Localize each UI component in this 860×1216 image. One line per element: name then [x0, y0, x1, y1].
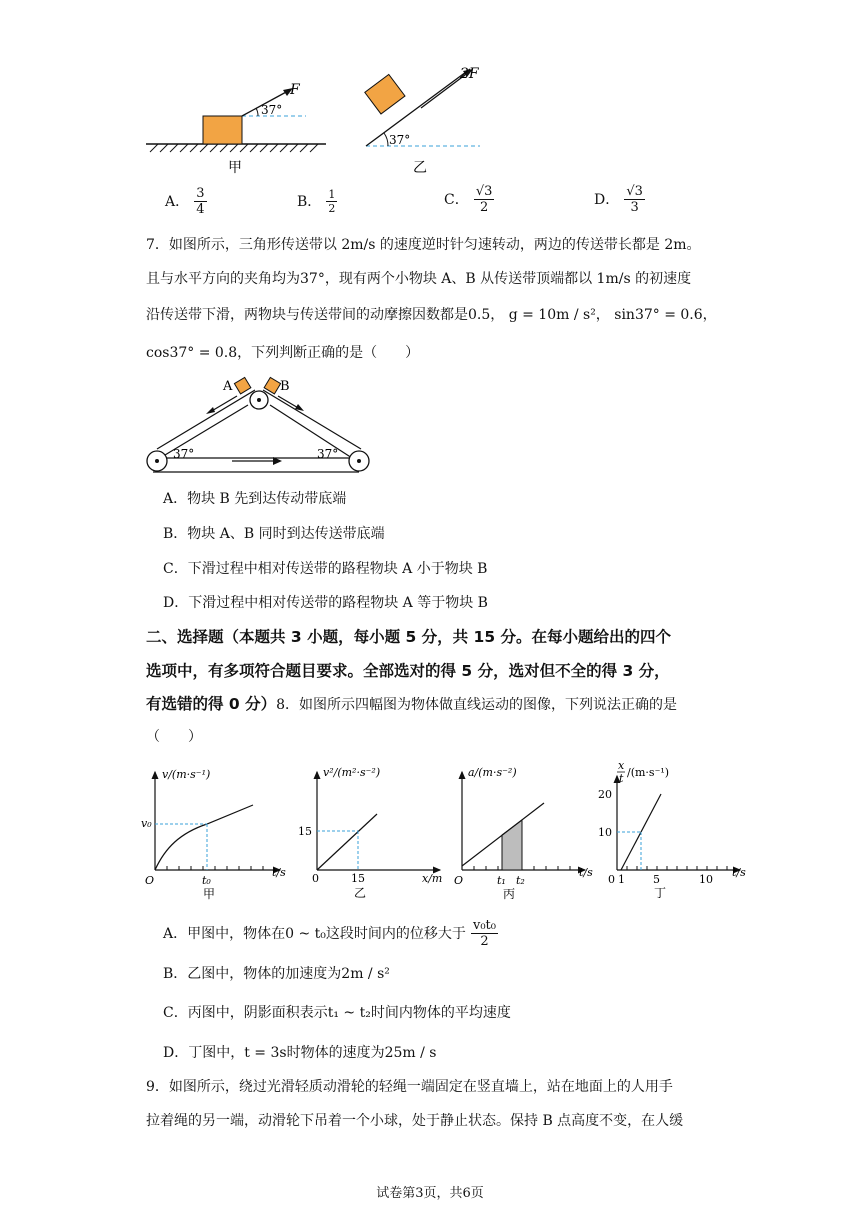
xlabel-bing: t/s — [579, 866, 593, 879]
ytick-ding-20: 20 — [598, 788, 612, 801]
q8-option-d[interactable]: D．丁图中，t = 3s时物体的速度为25m / s — [163, 1045, 437, 1061]
q6-option-d[interactable] — [594, 184, 645, 215]
caption-yi-graph: 乙 — [354, 886, 367, 900]
option-prefix: A． — [165, 194, 190, 210]
q8-graphs — [140, 758, 750, 906]
pulley-right — [349, 451, 369, 471]
q7-line-4: cos37° = 0.8，下列判断正确的是（ ） — [146, 345, 420, 361]
graph-bing — [454, 766, 593, 901]
q7-line-1: 7．如图所示，三角形传送带以 2m/s 的速度逆时针匀速转动，两边的传送带长都是 2m。 — [146, 237, 701, 253]
q7-option-d[interactable]: D．下滑过程中相对传送带的路程物块 A 等于物块 B — [163, 595, 488, 611]
ytick-ding-10: 10 — [598, 826, 612, 839]
figure-jia — [146, 82, 326, 176]
origin-yi: 0 — [312, 872, 319, 885]
q7-conveyor-figure — [140, 372, 380, 482]
ylabel-ding-num: x — [618, 759, 625, 772]
pulley-left — [147, 451, 167, 471]
ylabel-bing: a/(m·s⁻²) — [468, 766, 517, 779]
section-2-scoring: 有选错的得 0 分） — [146, 695, 277, 713]
xtick-bing-2: t₂ — [516, 874, 525, 887]
xtick-jia: t₀ — [202, 874, 211, 887]
q7-option-c[interactable]: C．下滑过程中相对传送带的路程物块 A 小于物块 B — [163, 561, 488, 577]
q9-line-2: 拉着绳的另一端，动滑轮下吊着一个小球，处于静止状态。保持 B 点高度不变，在人缓 — [146, 1113, 684, 1129]
option-prefix: C． — [444, 192, 469, 208]
angle-left: 37° — [173, 447, 195, 461]
q6-option-b[interactable] — [297, 188, 337, 215]
option-prefix: B． — [297, 194, 322, 210]
figure-yi — [365, 66, 480, 176]
force-label-f: F — [290, 82, 300, 98]
angle-label-jia: 37° — [261, 103, 283, 117]
q6-option-c[interactable] — [444, 184, 494, 215]
xlabel-yi: x/m — [422, 872, 443, 885]
fraction: $\frac{√3}{3}$ — [626, 184, 643, 215]
xtick-bing-1: t₁ — [497, 874, 506, 887]
q6-figures — [140, 62, 500, 180]
q6-option-a[interactable] — [165, 186, 207, 217]
ytick-yi: 15 — [298, 825, 312, 838]
angle-label-yi: 37° — [389, 133, 411, 147]
caption-jia: 甲 — [228, 160, 242, 176]
q8-option-c[interactable]: C．丙图中，阴影面积表示t₁ ~ t₂时间内物体的平均速度 — [163, 1005, 511, 1021]
graph-jia — [141, 768, 286, 901]
q7-line-2: 且与水平方向的夹角均为37°，现有两个小物块 A、B 从传送带顶端都以 1m/s 的初速度 — [146, 271, 692, 287]
graph-yi — [298, 766, 442, 900]
xtick-ding-5: 5 — [653, 873, 660, 886]
q8-blank: （ ） — [146, 729, 202, 745]
origin-jia: O — [145, 874, 155, 887]
fraction: $\frac{\text{v₀t₀}}{2}$ — [472, 918, 496, 949]
xlabel-ding: t/s — [732, 866, 746, 879]
label-b: B — [280, 379, 290, 394]
xtick-ding-10: 10 — [699, 873, 713, 886]
graph-ding — [598, 759, 746, 900]
q8-option-a[interactable] — [163, 918, 498, 949]
xlabel-jia: t/s — [272, 866, 286, 879]
section-2-line-2: 选项中，有多项符合题目要求。全部选对的得 5 分，选对但不全的得 3 分， — [146, 662, 670, 680]
q8-option-a-text: A．甲图中，物体在0 ~ t₀这段时间内的位移大于 — [163, 926, 466, 942]
angle-right: 37° — [317, 447, 339, 461]
q9-line-1: 9．如图所示，绕过光滑轻质动滑轮的轻绳一端固定在竖直墙上，站在地面上的人用手 — [146, 1079, 673, 1095]
block-b — [264, 377, 280, 393]
ytick-jia: v₀ — [141, 817, 152, 830]
ylabel-ding-den: t — [619, 772, 624, 785]
block-a — [234, 377, 250, 393]
q7-option-a[interactable]: A．物块 B 先到达传动带底端 — [163, 491, 347, 507]
q7-option-b[interactable]: B．物块 A、B 同时到达传送带底端 — [163, 526, 385, 542]
q8-stem: 8．如图所示四幅图为物体做直线运动的图像，下列说法正确的是 — [276, 697, 677, 713]
section-2-line-1: 二、选择题（本题共 3 小题，每小题 5 分，共 15 分。在每小题给出的四个 — [146, 628, 672, 646]
label-a: A — [223, 379, 233, 394]
force-label-2f: 2F — [460, 66, 479, 82]
xtick-ding-1: 1 — [618, 873, 625, 886]
ylabel-jia: v/(m·s⁻¹) — [162, 768, 211, 781]
block-yi — [365, 74, 405, 114]
xtick-ding-0: 0 — [608, 873, 615, 886]
section-2-line-3 — [146, 692, 677, 714]
caption-bing-graph: 丙 — [503, 887, 516, 901]
fraction: $\frac{√3}{2}$ — [475, 184, 493, 215]
option-prefix: D． — [594, 192, 620, 208]
caption-jia-graph: 甲 — [203, 887, 216, 901]
q8-option-b[interactable]: B．乙图中，物体的加速度为2m / s² — [163, 966, 390, 982]
origin-bing: O — [454, 874, 464, 887]
q7-line-3: 沿传送带下滑，两物块与传送带间的动摩擦因数都是0.5， g = 10m / s²， sin37° = 0.6， — [146, 307, 717, 323]
ylabel-ding-unit: /(m·s⁻¹) — [627, 766, 670, 779]
ylabel-yi: v²/(m²·s⁻²) — [323, 766, 381, 779]
caption-ding-graph: 丁 — [654, 886, 667, 900]
xtick-yi: 15 — [351, 872, 365, 885]
fraction: $\frac{1}{2}$ — [328, 188, 336, 215]
page-footer: 试卷第3页，共6页 — [376, 1186, 484, 1201]
block-jia — [203, 116, 242, 144]
fraction: $\frac{3}{4}$ — [196, 186, 205, 217]
caption-yi: 乙 — [413, 160, 427, 176]
pulley-top — [250, 391, 268, 409]
